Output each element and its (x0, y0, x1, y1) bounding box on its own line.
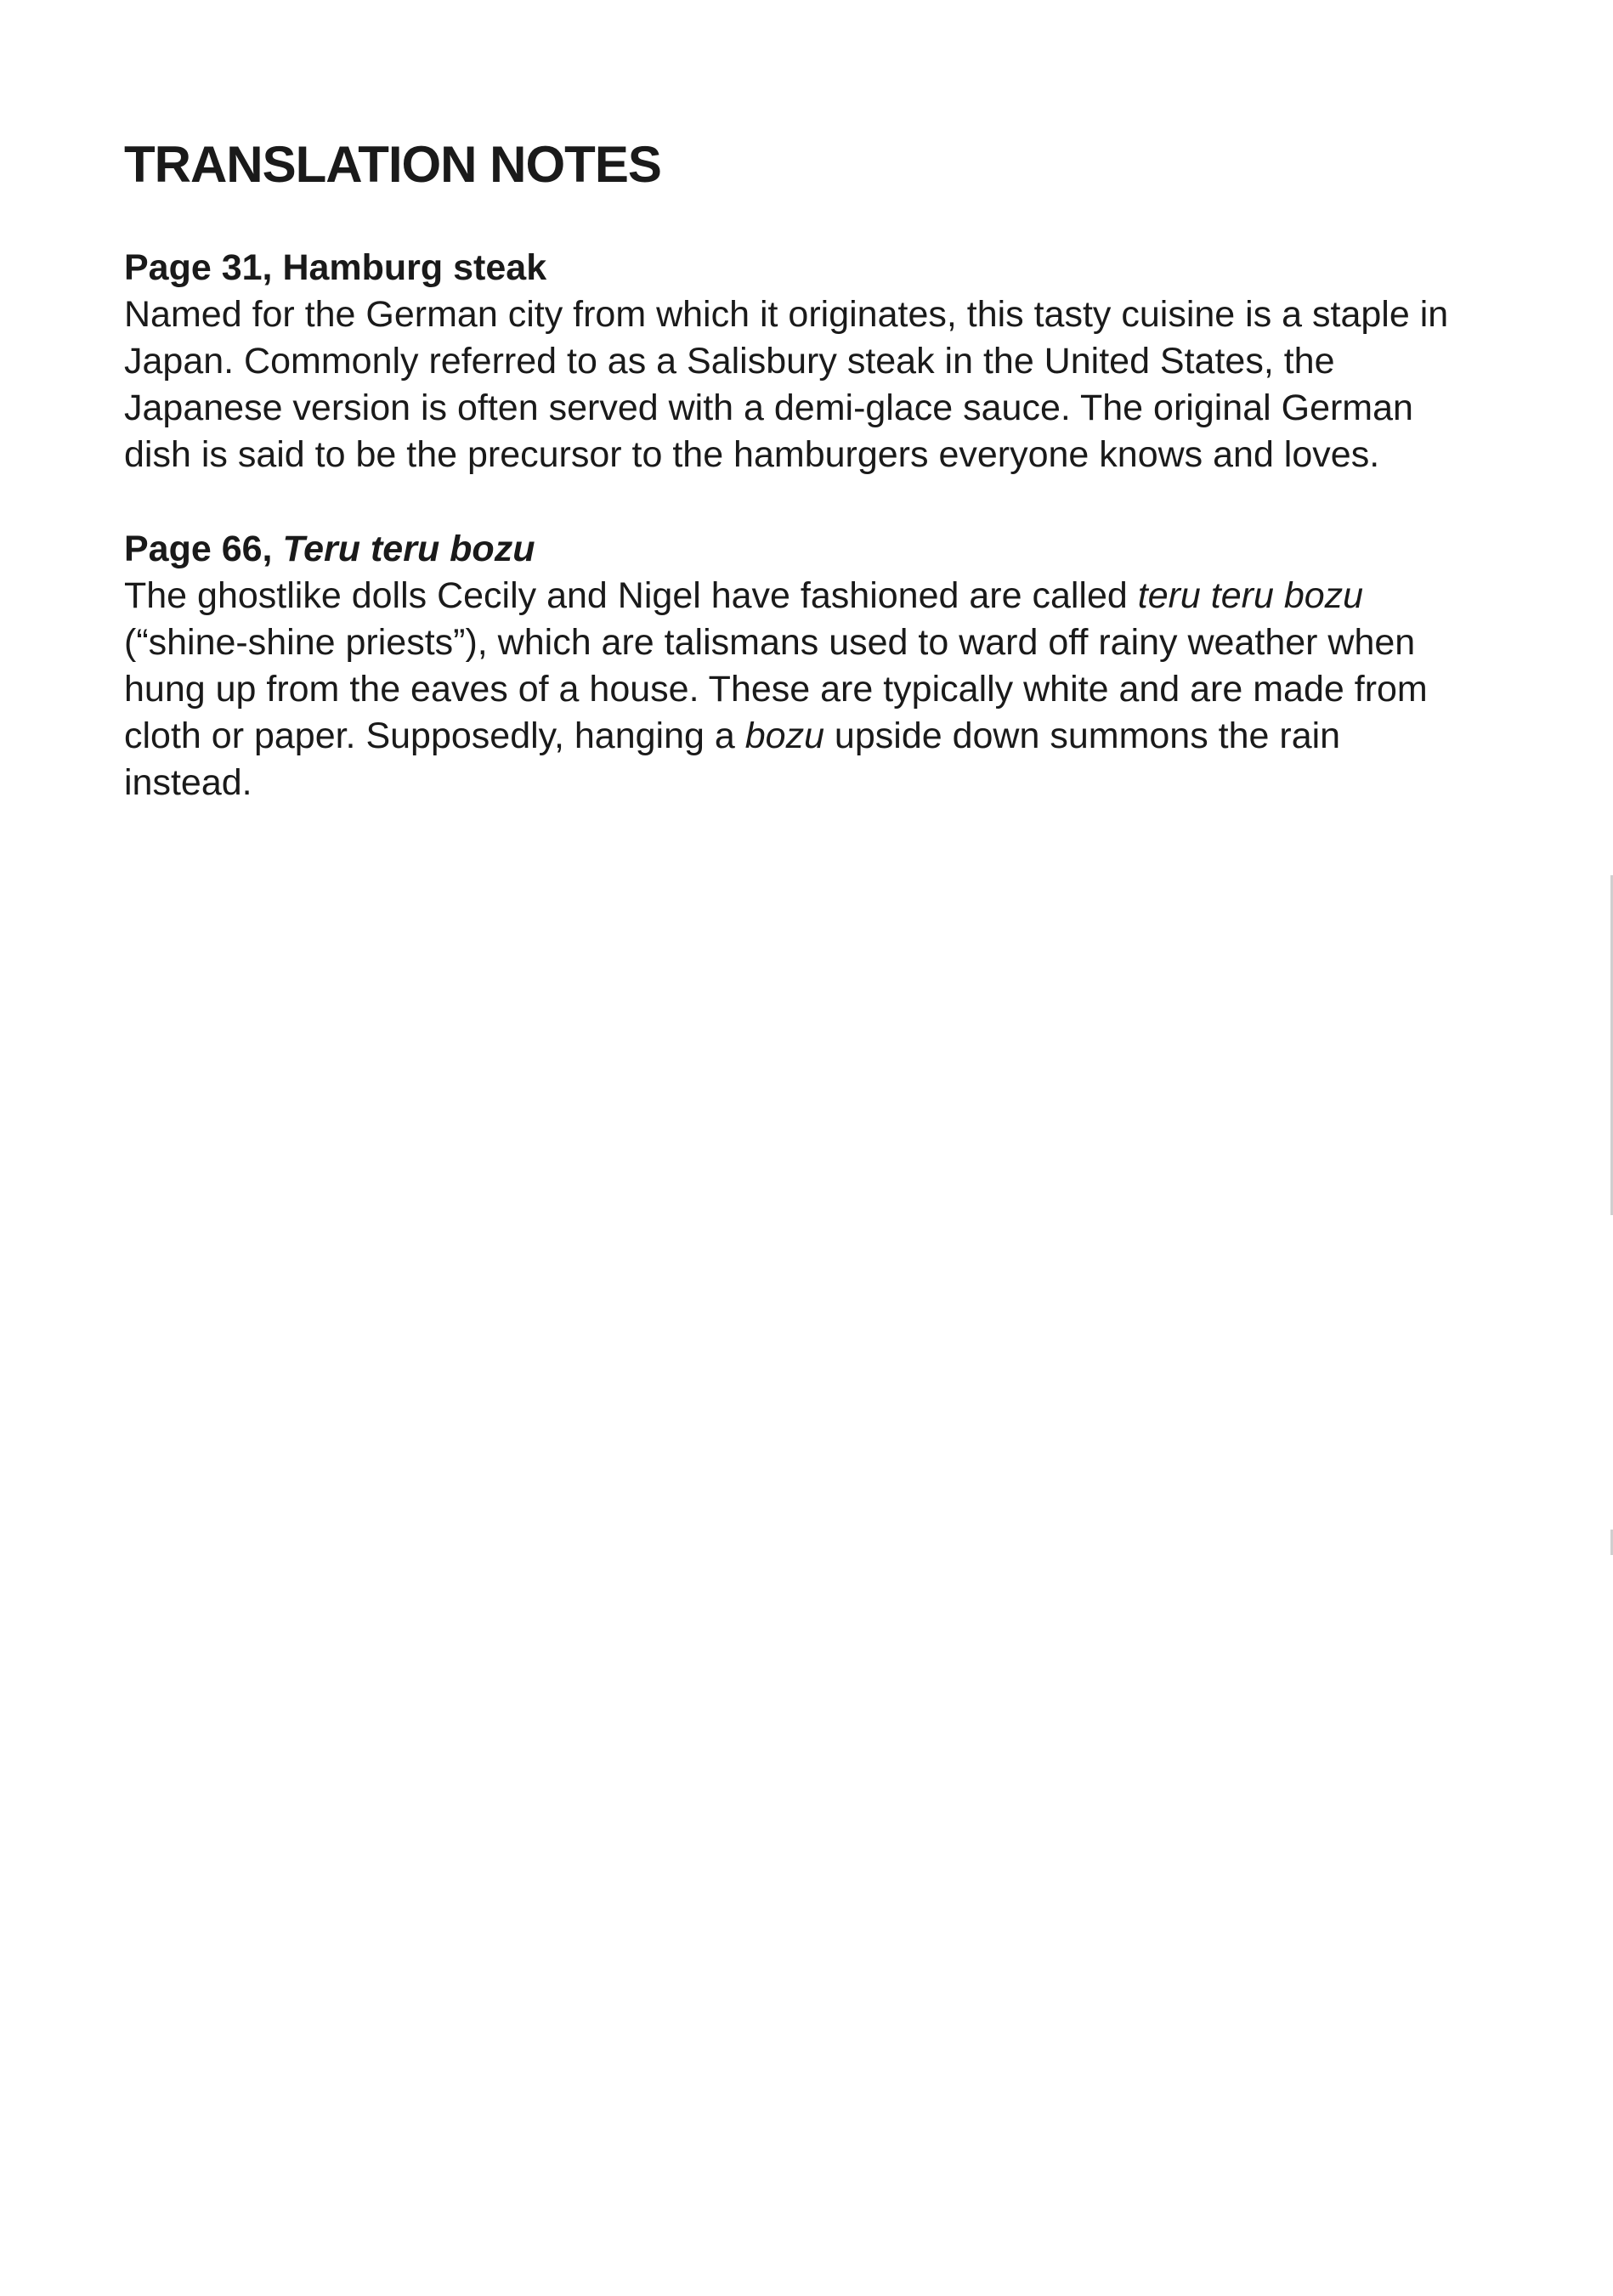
page (124, 134, 1450, 854)
note-body-text: The ghostlike dolls Cecily and Nigel have fashioned are called (124, 575, 1138, 616)
note-body-term: bozu (744, 715, 824, 756)
note-page-ref: Page 31, (124, 247, 283, 288)
page-title: TRANSLATION NOTES (124, 136, 661, 193)
note-heading (124, 526, 1450, 573)
note-page-ref: Page 66, (124, 529, 283, 569)
note-body-term: teru teru bozu (1137, 575, 1364, 616)
note-body (124, 573, 1450, 806)
note-body-text: (“shine-shine priests”), which are talismans used to ward off rainy weather when hung up from the eaves of a house. These are typically white and are made from cloth or paper. Supposedly, hanging a (124, 622, 1428, 756)
note-term: Teru teru bozu (282, 529, 535, 569)
note-body: Named for the German city from which it originates, this tasty cuisine is a staple in Japan. Commonly referred to as a Salisbury steak in the United States, the Japanese version is often served with a demi-glace sauce. The original German dish is said to be the precursor to the hamburgers everyone knows and loves. (124, 294, 1449, 475)
note-body-text: upside down summons the rain instead. (124, 715, 1341, 803)
note-teru-teru-bozu (124, 526, 1450, 806)
note-term: Hamburg steak (282, 247, 547, 288)
note-hamburg-steak (124, 245, 1450, 478)
note-heading (124, 245, 1450, 291)
